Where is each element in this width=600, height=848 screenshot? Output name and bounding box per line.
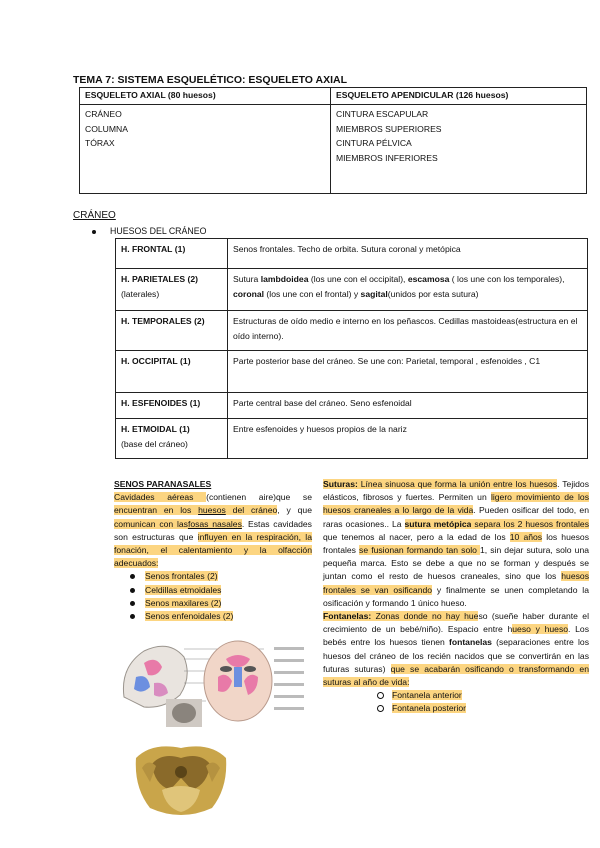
text-run: . Pueden osificar del todo, en raras ocasiones.. La [323, 505, 589, 529]
text-run: huesos [198, 505, 226, 516]
senos-paragraph [114, 491, 312, 570]
table-row [116, 269, 588, 311]
text-run: separa los 2 huesos frontales [471, 518, 589, 529]
bone-name: H. PARIETALES [121, 274, 186, 284]
page-title: TEMA 7: SISTEMA ESQUELÉTICO: ESQUELETO AXIAL [73, 74, 347, 86]
bone-name-cell [116, 393, 228, 419]
bone-name-cell [116, 239, 228, 269]
bone-name-cell [116, 419, 228, 459]
text-run: . Tejidos elásticos, fibrosos y fuertes. Permiten un [323, 479, 589, 503]
table-row [116, 419, 588, 459]
text-run: que se acabarán osificando o transformando en suturas al año de vida: [323, 663, 589, 688]
table-row [116, 239, 588, 269]
bones-table [115, 238, 588, 459]
senos-heading: SENOS PARANASALES [114, 479, 212, 489]
text-run: Cavidades aéreas [114, 492, 207, 503]
text-run: que tenemos al nacer, pero a la edad de los [323, 531, 510, 542]
bone-name-cell [116, 311, 228, 351]
suturas-paragraph [323, 478, 589, 610]
bullet-huesos [92, 226, 206, 236]
bone-desc: Entre esfenoides y huesos propios de la nariz [228, 419, 588, 459]
text-run: influyen en la respiración, la fonación, el calentamiento y la olfacción adecuados: [114, 531, 312, 569]
list-item [377, 689, 589, 702]
text-run: sutura metópica [404, 518, 472, 529]
text-run: huesos frontales se van osificando [323, 571, 589, 595]
text-run: , y que [277, 505, 312, 516]
list-item-label: Senos enfenoidales (2) [145, 611, 234, 622]
skull-base-figure [132, 738, 230, 822]
list-item-label: Fontanela anterior [392, 690, 462, 701]
text-run: Fontanelas: [323, 611, 372, 622]
bone-count: (1) [174, 244, 186, 254]
axial-item: COLUMNA [85, 123, 128, 134]
bone-name: H. ESFENOIDES [121, 398, 188, 408]
bone-desc [228, 269, 588, 311]
text-run: 1, sin dejar sutura, solo una pequeña marca. Esto se debe a que no se forman y después se juntan como el resto de huesos craneales, sino que los [323, 545, 589, 582]
paranasal-sinus-figure [114, 637, 310, 729]
list-item [128, 597, 312, 610]
bone-desc: Parte central base del cráneo. Seno esfenoidal [228, 393, 588, 419]
desc-part: coronal [233, 289, 265, 299]
text-run: los huesos frontales [323, 531, 589, 556]
text-run: encuentran en los [114, 505, 199, 516]
bone-name-cell [116, 269, 228, 311]
desc-part: (unidos por esta sutura) [387, 289, 479, 299]
text-run: ueso y hueso [512, 624, 569, 635]
bone-count: (1) [179, 424, 190, 434]
desc-part: (los une con el occipital), [308, 274, 408, 284]
bone-sub: (base del cráneo) [121, 439, 188, 449]
desc-part: lambdoidea [260, 274, 309, 284]
bone-name: H. TEMPORALES [121, 316, 192, 326]
bone-count: (2) [194, 316, 205, 326]
list-item [128, 570, 312, 583]
list-item-label: Senos frontales (2) [145, 571, 218, 582]
text-run: ligero movimiento de los huesos craneales a lo largo de la vida [323, 492, 589, 516]
apendicular-item: MIEMBROS INFERIORES [336, 152, 438, 163]
bone-sub: (laterales) [121, 289, 160, 299]
suturas-section [323, 478, 589, 716]
table-row [116, 351, 588, 393]
desc-part: (los une con el frontal) y [264, 289, 361, 299]
text-run: (separaciones entre los huesos del cráneo de los recién nacidos que se convertirán en las futuras suturas) [323, 637, 589, 674]
axial-item: CRÁNEO [85, 109, 122, 119]
apendicular-item: CINTURA PÉLVICA [336, 138, 412, 148]
axial-cell [80, 105, 331, 194]
apendicular-cell [331, 105, 587, 194]
bone-desc: Senos frontales. Techo de orbita. Sutura coronal y metópica [228, 239, 588, 269]
text-run: fosas nasales [187, 518, 242, 529]
desc-part: ( los une con los temporales), [449, 274, 565, 284]
bullet-icon [92, 230, 96, 234]
text-run: . Los bebés entre los huesos tienen [323, 624, 590, 648]
list-item-label: Senos maxilares (2) [145, 597, 222, 608]
bone-name-cell [116, 351, 228, 393]
apendicular-item: MIEMBROS SUPERIORES [336, 123, 442, 134]
table-row [116, 311, 588, 351]
desc-part: escamosa [407, 274, 450, 284]
text-run: Suturas: [323, 479, 358, 489]
bone-count: (1) [189, 398, 201, 408]
bone-name: H. ETMOIDAL [121, 424, 177, 434]
list-item [377, 702, 589, 715]
senos-section [114, 478, 312, 623]
text-run: 10 años [509, 531, 543, 542]
text-run: huesos [529, 479, 558, 489]
text-run: del cráneo [225, 505, 278, 516]
text-run: se fusionan formando tan solo [359, 545, 480, 556]
list-item-label: Fontanela posterior [392, 703, 467, 714]
text-run: y finalmente se unen completando la osificación y formando 1 único hueso. [323, 584, 589, 608]
bone-name: H. OCCIPITAL [121, 356, 178, 366]
axial-header: ESQUELETO AXIAL (80 huesos) [80, 88, 331, 105]
desc-part: Sutura [233, 274, 261, 284]
craneo-heading: CRÁNEO [73, 210, 116, 221]
skeleton-table [79, 87, 587, 194]
apendicular-item: CINTURA ESCAPULAR [336, 109, 429, 119]
senos-list [114, 570, 312, 623]
bone-name: H. FRONTAL [121, 244, 173, 254]
text-run: so (sueñe haber durante el crecimiento de un bebé/niño). Espacio entre h [323, 611, 589, 635]
table-row [116, 393, 588, 419]
bone-count: (2) [187, 274, 199, 284]
bone-count: (1) [180, 356, 191, 366]
text-run: comunican con las [114, 518, 188, 529]
fontanelas-list [323, 689, 589, 715]
bullet-label: HUESOS DEL CRÁNEO [110, 226, 207, 236]
list-item-label: Celdillas etmoidales [145, 584, 222, 595]
list-item [128, 584, 312, 597]
text-run: Línea sinuosa que forma la unión entre los [357, 479, 530, 489]
text-run: . Estas cavidades son estructuras que [114, 518, 312, 542]
desc-part: sagital [360, 289, 388, 299]
text-run: (contienen aire)que se [206, 492, 312, 503]
bone-desc: Estructuras de oído medio e interno en los peñascos. Cedillas mastoideas(estructura en el oído interno). [228, 311, 588, 351]
text-run: fontanelas [448, 637, 492, 648]
list-item [128, 610, 312, 623]
apendicular-header: ESQUELETO APENDICULAR (126 huesos) [331, 88, 587, 105]
text-run: Zonas donde no hay hue [371, 611, 479, 622]
axial-item: TÓRAX [85, 138, 115, 148]
bone-desc: Parte posterior base del cráneo. Se une con: Parietal, temporal , esfenoides , C1 [228, 351, 588, 393]
fontanelas-paragraph [323, 610, 589, 689]
